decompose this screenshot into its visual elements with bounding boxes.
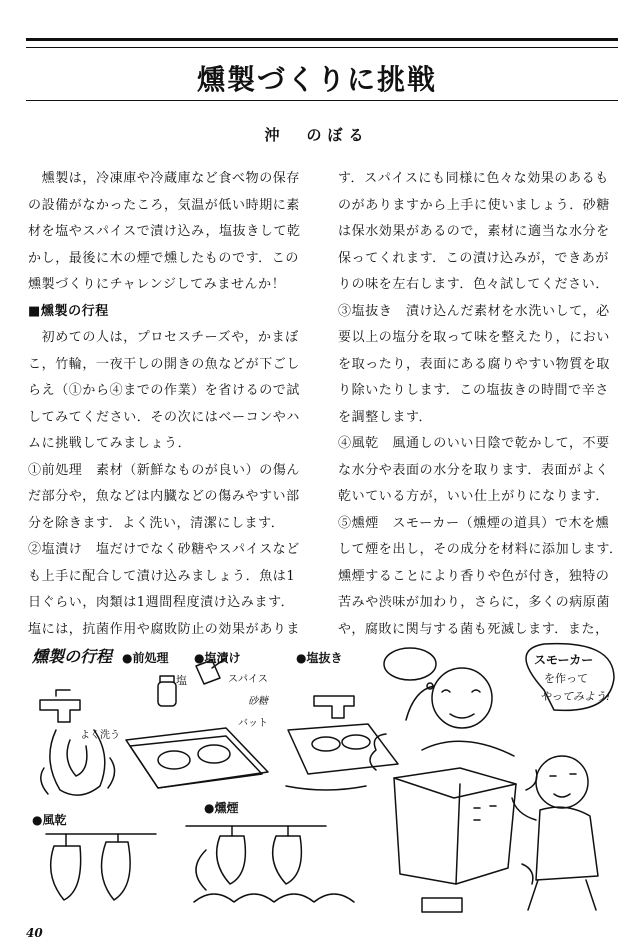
step-label-salting: ●塩漬け (194, 651, 241, 665)
text-line: かし，最後に木の煙で燻したものです．この (28, 250, 299, 266)
salt-label: 塩 (176, 674, 187, 687)
spice-label: スパイス (228, 674, 268, 685)
drying-fish-icon (46, 834, 156, 900)
text-line: 燻製づくりにチャレンジしてみませんか！ (28, 277, 286, 292)
text-line: を取ったり，表面にある腐りやすい物質を取 (338, 356, 611, 372)
text-line: らえ（①から④までの作業）を省けるので試 (28, 383, 301, 398)
smoking-process-illustration (26, 640, 620, 920)
page-number: 40 (26, 926, 43, 940)
text-line: や，腐敗に関与する菌も死滅します．また， (338, 621, 609, 637)
text-line: も上手に配合して漬け込みましょう．魚は1 (28, 568, 296, 584)
text-line: 初めての人は，プロセスチーズや，かまぼ (28, 330, 299, 345)
article-title: 燻製づくりに挑戦 (196, 63, 437, 96)
left-text-column (28, 166, 318, 643)
text-line: 保ってくれます．この漬け込みが，できあが (338, 250, 609, 266)
text-line: のがありますから上手に使いましょう．砂糖 (338, 197, 611, 213)
tray-icon (126, 728, 268, 788)
text-line: して煙を出し，その成分を材料に添加します． (338, 542, 623, 557)
section-heading: ■燻製の行程 (28, 303, 109, 319)
text-line: 分を除きます．よく洗い，清潔にします． (28, 515, 285, 531)
text-line: してみてください．その次にはベーコンやハ (28, 409, 301, 425)
text-line: 乾いている方が，いい仕上がりになります． (338, 489, 609, 504)
title-rule-bottom (26, 100, 618, 101)
faucet-icon (40, 690, 80, 722)
step-label-desalting: ●塩抜き (296, 651, 343, 665)
smoking-food-icon (186, 826, 354, 902)
spice-bottle-icon (158, 676, 176, 706)
author-name: 沖 のぼる (264, 126, 370, 144)
text-line: 燻製は，冷凍庫や冷蔵庫など食べ物の保存 (28, 171, 301, 186)
text-line: を調整します． (338, 409, 433, 425)
text-line: ④風乾 風通しのいい日陰で乾かして，不要 (338, 436, 610, 451)
speech-line-3: やってみよう! (540, 690, 611, 703)
text-line: 要以上の塩分を取って味を整えたり，におい (338, 330, 611, 345)
wash-note: よく洗う (80, 730, 120, 741)
illustration-title: 燻製の行程 (32, 647, 113, 666)
text-line: ②塩漬け 塩だけでなく砂糖やスパイスなど (28, 542, 300, 557)
text-line: 塩には，抗菌作用や腐敗防止の効果がありま (28, 621, 301, 637)
text-line: は保水効果があるので，素材に適当な水分を (338, 224, 610, 239)
step-label-pretreatment: ●前処理 (122, 651, 169, 665)
text-line: ①前処理 素材（新鮮なものが良い）の傷ん (28, 462, 301, 478)
text-line: こ，竹輪，一夜干しの開きの魚などが下ごし (28, 356, 301, 372)
wash-tray-icon (286, 724, 398, 790)
sugar-label: 砂糖 (248, 696, 268, 707)
faucet-icon (314, 696, 354, 718)
tray-label: バット (238, 718, 268, 729)
text-line: の設備がなかったころ，気温が低い時期に素 (28, 197, 301, 213)
text-line: りの味を左右します．色々試してください． (338, 277, 609, 292)
smoke-cloud-icon (370, 734, 537, 884)
boy-character (512, 756, 598, 910)
text-line: ムに挑戦してみましょう． (28, 436, 192, 451)
old-man-character (406, 668, 514, 756)
text-line: ⑤燻煙 スモーカー（燻煙の道具）で木を燻 (338, 515, 610, 531)
step-label-smoking: ●燻煙 (204, 801, 239, 815)
step-label-air-drying: ●風乾 (32, 813, 67, 827)
text-line: 日ぐらい，肉類は1週間程度漬け込みます． (28, 595, 295, 610)
text-line: 材を塩やスパイスで漬け込み，塩抜きして乾 (28, 224, 301, 239)
right-text-column (338, 166, 628, 643)
text-line: 燻煙することにより香りや色が付き，独特の (338, 568, 610, 584)
speech-line-2: を作って (544, 672, 588, 685)
text-line: だ部分や，魚などは内臓などの傷みやすい部 (28, 489, 300, 504)
text-line: な水分や表面の水分を取ります．表面がよく (338, 462, 609, 478)
speech-line-1: スモーカー (534, 653, 594, 667)
text-line: 苦みや渋味が加わり，さらに，多くの病原菌 (338, 595, 611, 610)
text-line: す．スパイスにも同様に色々な効果のあるも (338, 171, 609, 186)
smoker-box-icon (394, 768, 516, 912)
thought-bubble-icon (384, 648, 436, 689)
title-rule-top (26, 38, 618, 48)
text-line: ③塩抜き 漬け込んだ素材を水洗いして，必 (338, 303, 610, 319)
text-line: り除いたりします．この塩抜きの時間で辛さ (338, 383, 609, 398)
